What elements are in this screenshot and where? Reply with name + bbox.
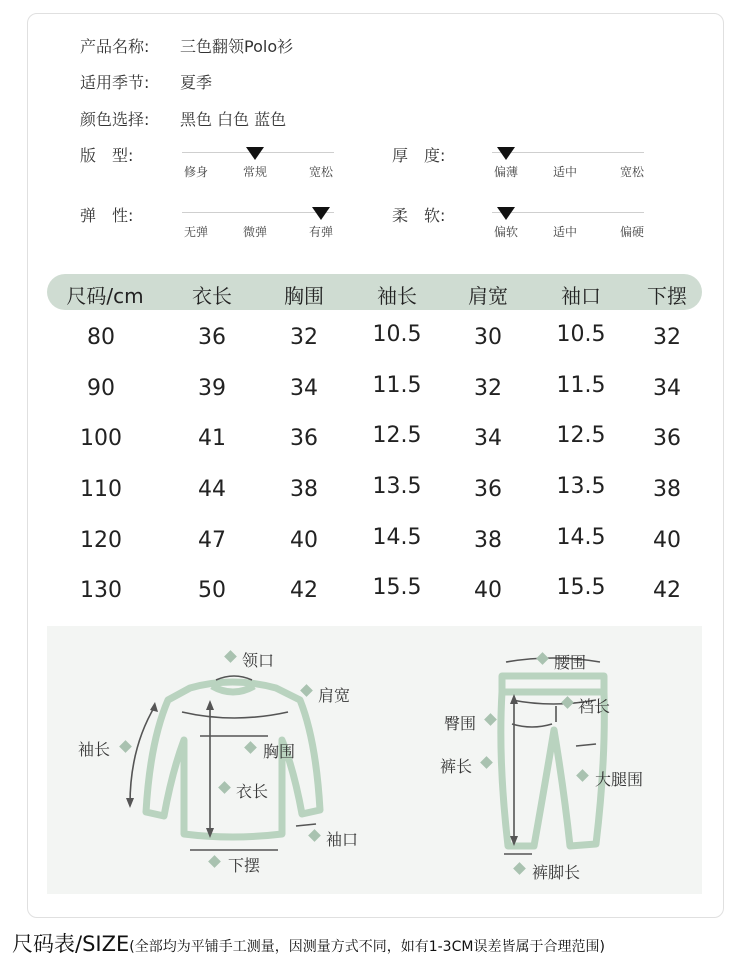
chest-label: 胸围 [263, 742, 296, 761]
table-cell: 47 [198, 528, 226, 553]
stretch-tick-2: 微弹 [242, 225, 268, 239]
table-cell: 38 [653, 477, 681, 502]
table-cell: 130 [80, 578, 122, 603]
table-cell: 34 [474, 426, 502, 451]
season-label: 适用季节: [80, 73, 150, 92]
table-cell: 36 [290, 426, 318, 451]
cuff-label: 袖口 [326, 830, 359, 849]
hip-label: 臀围 [444, 714, 477, 733]
footer-title: 尺码表/SIZE [12, 932, 130, 956]
softness-tick-1: 偏软 [493, 225, 519, 239]
fit-tick-2: 常规 [242, 165, 268, 179]
waist-label: 腰围 [554, 653, 587, 672]
table-cell: 10.5 [556, 322, 606, 347]
table-cell: 11.5 [556, 373, 606, 398]
stretch-tick-3: 有弹 [308, 225, 334, 239]
table-cell: 14.5 [556, 525, 606, 550]
footer-note: (全部均为平铺手工测量，因测量方式不同，如有1-3CM误差皆属于合理范围) [129, 939, 605, 955]
thigh-label: 大腿围 [595, 770, 644, 789]
softness-tick-2: 适中 [552, 225, 578, 239]
thickness-label: 厚 度: [392, 146, 446, 165]
thickness-tick-2: 适中 [552, 165, 578, 179]
product-name-value: 三色翻领Polo衫 [180, 37, 294, 56]
table-cell: 32 [290, 325, 318, 350]
header-shoulder: 肩宽 [468, 284, 508, 308]
fit-tick-3: 宽松 [308, 165, 334, 179]
table-cell: 39 [198, 376, 226, 401]
header-cuff: 袖口 [561, 284, 601, 308]
header-chest: 胸围 [284, 284, 324, 308]
table-cell: 12.5 [556, 423, 606, 448]
leg-opening-label: 裤脚长 [532, 863, 581, 882]
table-cell: 38 [474, 528, 502, 553]
season-value: 夏季 [180, 73, 213, 92]
table-cell: 90 [87, 376, 115, 401]
softness-label: 柔 软: [392, 206, 446, 225]
table-cell: 10.5 [372, 322, 422, 347]
shoulder-label: 肩宽 [318, 686, 351, 705]
stretch-label: 弹 性: [80, 206, 134, 225]
table-cell: 80 [87, 325, 115, 350]
table-cell: 34 [290, 376, 318, 401]
header-size: 尺码/cm [66, 284, 144, 308]
thickness-tick-3: 宽松 [619, 165, 645, 179]
table-cell: 40 [290, 528, 318, 553]
product-name-label: 产品名称: [80, 37, 150, 56]
table-cell: 15.5 [372, 575, 422, 600]
pants-length-label: 裤长 [440, 757, 473, 776]
table-cell: 110 [80, 477, 122, 502]
table-cell: 44 [198, 477, 226, 502]
table-cell: 13.5 [556, 474, 606, 499]
table-cell: 38 [290, 477, 318, 502]
collar-label: 领口 [242, 651, 275, 670]
softness-tick-3: 偏硬 [619, 225, 645, 239]
table-cell: 42 [653, 578, 681, 603]
header-hem: 下摆 [647, 284, 687, 308]
table-cell: 11.5 [372, 373, 422, 398]
table-cell: 13.5 [372, 474, 422, 499]
table-cell: 15.5 [556, 575, 606, 600]
table-cell: 40 [653, 528, 681, 553]
table-cell: 36 [198, 325, 226, 350]
table-cell: 30 [474, 325, 502, 350]
sleeve-label: 袖长 [78, 740, 111, 759]
hem-label: 下摆 [228, 856, 261, 875]
table-cell: 14.5 [372, 525, 422, 550]
table-cell: 34 [653, 376, 681, 401]
color-value: 黑色 白色 蓝色 [180, 110, 287, 129]
table-cell: 120 [80, 528, 122, 553]
thickness-tick-1: 偏薄 [493, 165, 519, 179]
table-cell: 36 [653, 426, 681, 451]
color-label: 颜色选择: [80, 110, 150, 129]
size-chart-footer [12, 928, 605, 958]
table-cell: 41 [198, 426, 226, 451]
header-length: 衣长 [192, 284, 232, 308]
table-cell: 40 [474, 578, 502, 603]
fit-tick-1: 修身 [183, 165, 209, 179]
shirt-length-label: 衣长 [236, 782, 269, 801]
header-sleeve: 袖长 [377, 284, 417, 308]
table-cell: 36 [474, 477, 502, 502]
table-cell: 12.5 [372, 423, 422, 448]
table-cell: 32 [474, 376, 502, 401]
rise-label: 裆长 [578, 697, 611, 716]
table-cell: 32 [653, 325, 681, 350]
fit-label: 版 型: [80, 146, 134, 165]
table-cell: 100 [80, 426, 122, 451]
stretch-tick-1: 无弹 [183, 225, 209, 239]
table-cell: 50 [198, 578, 226, 603]
table-cell: 42 [290, 578, 318, 603]
